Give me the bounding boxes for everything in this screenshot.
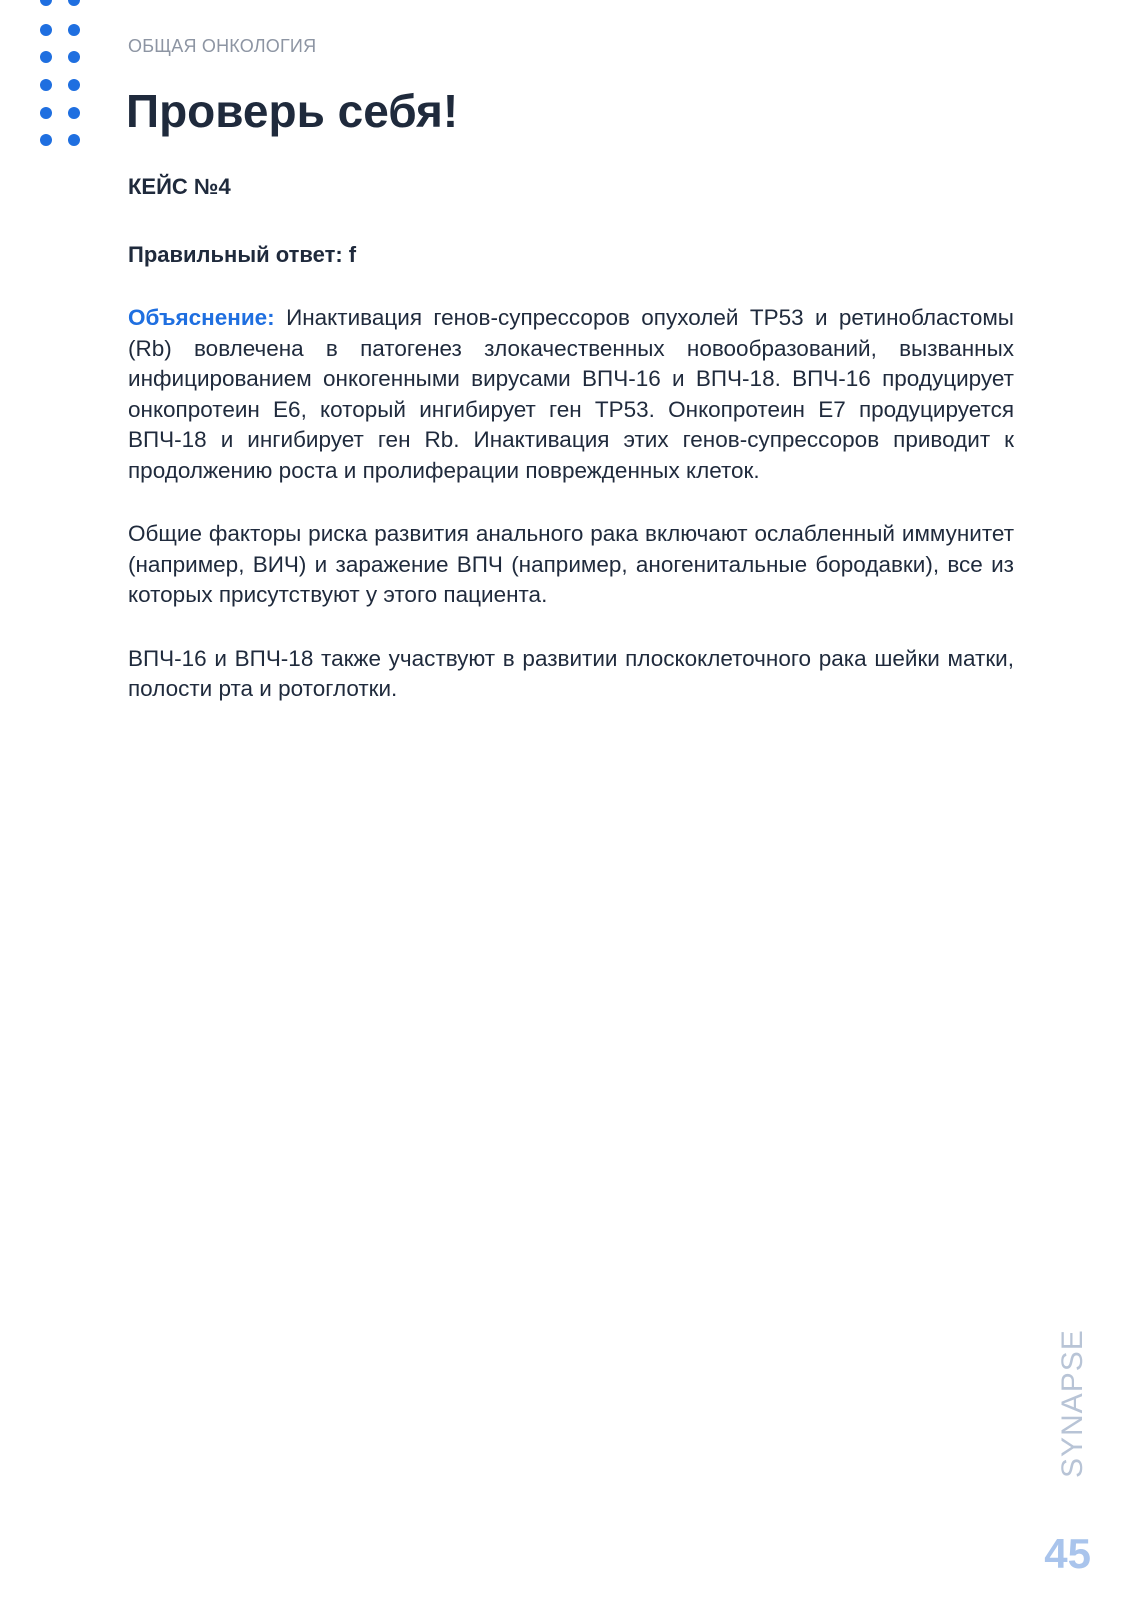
dot bbox=[40, 134, 52, 146]
dot bbox=[68, 79, 80, 91]
decorative-dot-grid bbox=[40, 0, 84, 150]
case-number: КЕЙС №4 bbox=[128, 174, 231, 199]
dot bbox=[40, 24, 52, 36]
explanation-label: Объяснение: bbox=[128, 305, 275, 331]
dot bbox=[68, 134, 80, 146]
section-label: ОБЩАЯ ОНКОЛОГИЯ bbox=[128, 36, 317, 56]
dot bbox=[68, 51, 80, 63]
dot bbox=[40, 0, 52, 6]
explanation-paragraph bbox=[128, 303, 1014, 486]
dot bbox=[68, 0, 80, 6]
brand-wordmark: SYNAPSE bbox=[1056, 1329, 1089, 1478]
risk-factors-paragraph: Общие факторы риска развития анального рака включают ослабленный иммунитет (например, ВИЧ) и заражение ВПЧ (например, аногенитальные бородавки), все из которых присутствуют у этого пациента. bbox=[128, 521, 1014, 608]
page-number: 45 bbox=[1044, 1530, 1091, 1577]
dot bbox=[40, 51, 52, 63]
dot bbox=[68, 24, 80, 36]
explanation-text: Инактивация генов-супрессоров опухолей TP53 и ретинобластомы (Rb) вовлечена в патогенез злокачественных новообразований, вызванных инфицированием онкогенными вирусами ВПЧ-16 и ВПЧ-18. ВПЧ-16 продуцирует онкопротеин E6, который ингибирует ген TP53. Онкопротеин E7 продуцируется ВПЧ-18 и ингибирует ген Rb. Инактивация этих генов-супрессоров приводит к продолжению роста и пролиферации поврежденных клеток. bbox=[128, 305, 1014, 483]
page-title: Проверь себя! bbox=[126, 85, 459, 137]
correct-answer: Правильный ответ: f bbox=[128, 241, 357, 267]
dot bbox=[68, 107, 80, 119]
dot bbox=[40, 107, 52, 119]
case-content bbox=[128, 172, 1014, 738]
hpv-paragraph: ВПЧ-16 и ВПЧ-18 также участвуют в развитии плоскоклеточного рака шейки матки, полости рта и ротоглотки. bbox=[128, 645, 1014, 702]
dot bbox=[40, 79, 52, 91]
